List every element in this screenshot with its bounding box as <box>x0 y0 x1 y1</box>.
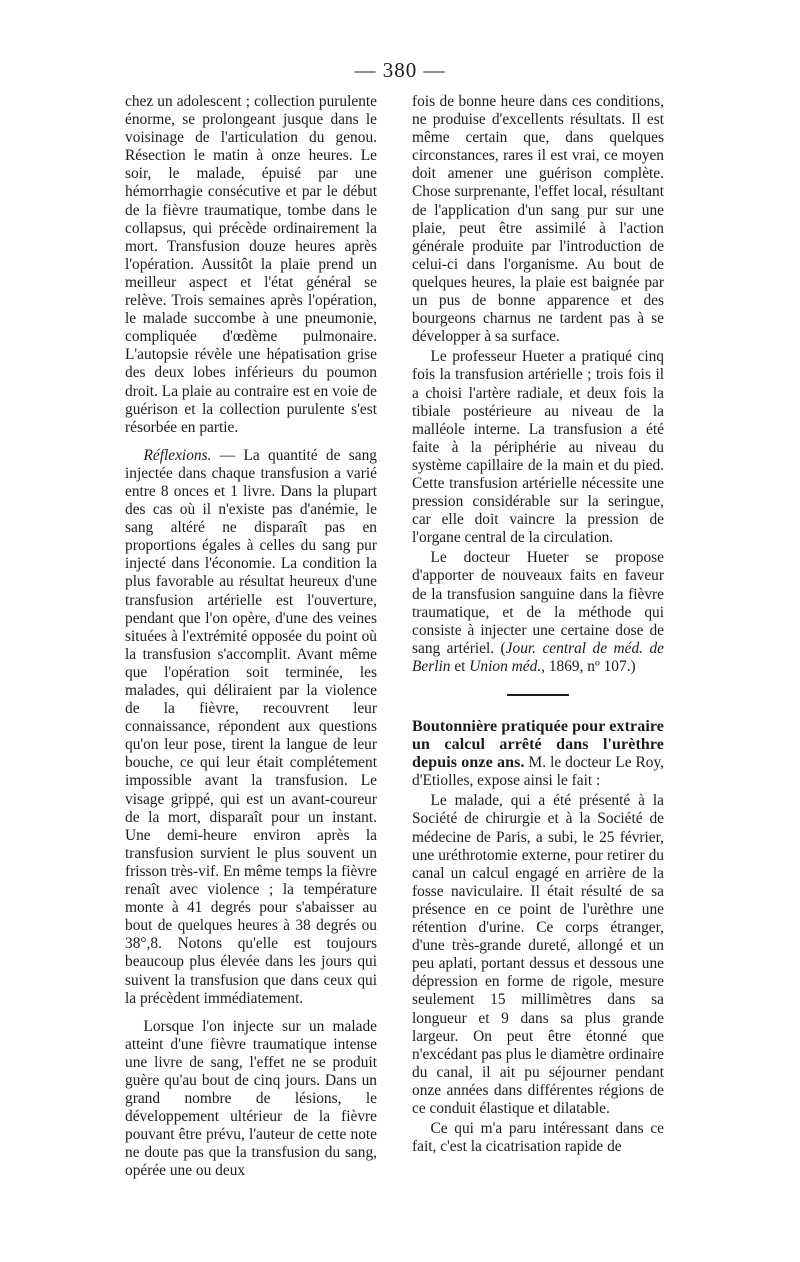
paragraph-continuation: fois de bonne heure dans ces conditions, ne produise d'excellents résultats. Il est même certain que, dans quelques circonstances, rares il est vrai, ce moyen doit amener une guérison complète. Chose surprenante, l'effet local, résultant de l'application d'un sang pur sur une plaie, peut être assimilé à l'action générale produite par l'introduction de celui-ci dans l'organisme. Au bout de quelques heures, la plaie est baignée par un pus de bonne apparence et des bourgeons charnus ne tardent pas à se développer à sa surface. <box>412 93 664 346</box>
reflexions-text: — La quantité de sang injectée dans chaque transfusion a varié entre 8 onces et 1 livre. Dans la plupart des cas où il n'existe pas d'anémie, le sang altéré ne disparaît pas en proportions égales à celles du sang pur injecté dans l'économie. La condition la plus favorable au résultat heureux d'une transfusion artérielle est l'ouverture, pendant que l'on opère, d'une des veines situées à l'extrémité opposée du point où la transfusion s'accomplit. Avant même que l'opération soit terminée, les malades, qui déliraient par la violence de la fièvre, recouvrent leur connaissance, répondent aux questions qu'on leur pose, tirent la langue de leur bouche, ce qui leur était complétement impossible avant la transfusion. Le visage grippé, qui est un avant-coureur de la mort, disparaît pour un instant. Une demi-heure environ après la transfusion survient le plus souvent un frisson très-vif. En même temps la fièvre renaît avec violence ; la température monte à 41 degrés pour s'abaisser au bout de quelques heures à 38 degrés ou 38°,8. Notons qu'elle est toujours beaucoup plus élevée dans les jours qui suivent la transfusion que dans ceux qui la précèdent immédiatement. <box>125 446 377 1007</box>
paragraph-reflexions <box>125 447 377 1008</box>
proposal-text: Le docteur Hueter se propose d'apporter de nouveaux faits en faveur de la transfusion sanguine dans la fièvre traumatique, et de la méthode qui consiste à injecter une certaine dose de sang artériel. ( <box>412 549 664 657</box>
citation-et: et <box>450 657 470 675</box>
citation-union: Union méd. <box>469 657 542 675</box>
article-intro: M. le docteur Le Roy, d'Etiolles, expose ainsi le fait : <box>412 754 665 790</box>
paragraph-case-report: chez un adolescent ; collection purulente énorme, se prolongeant jusque dans le voisinage de l'articulation du genou. Résection le matin à onze heures. Le soir, le malade, épuisé par une hémorrhagie consécutive et par le début de la fièvre traumatique, tombe dans le collapsus, qui précède ordinairement la mort. Transfusion douze heures après l'opération. Aussitôt la plaie prend un meilleur aspect et l'état général se relève. Trois semaines après l'opération, le malade succombe à une pneumonie, compliquée d'œdème pulmonaire. L'autopsie révèle une hépatisation grise des deux lobes inférieurs du poumon droit. La plaie au contraire est en voie de guérison et la collection purulente s'est résorbée en partie. <box>125 93 377 436</box>
page-number: — 380 — <box>354 58 446 82</box>
section-divider <box>507 694 569 696</box>
paragraph-injection: Lorsque l'on injecte sur un malade atteint d'une fièvre traumatique intense une livre de sang, l'effet ne se produit guère qu'au bout de cinq jours. Dans un grand nombre de lésions, le développement ultérieur de la fièvre pouvant être prévu, l'auteur de cette note ne doute pas que la transfusion du sang, opérée une ou deux <box>125 1017 377 1180</box>
paragraph-interest: Ce qui m'a paru intéressant dans ce fait, c'est la cicatrisation rapide de <box>412 1120 664 1156</box>
paragraph-hueter-proposal <box>412 549 664 676</box>
citation-journal: Jour. central de méd. de Berlin <box>412 639 664 675</box>
right-column <box>412 93 664 1156</box>
paragraph-patient: Le malade, qui a été présenté à la Société de chirurgie et à la Société de médecine de Paris, a subi, le 25 février, une uréthrotomie externe, pour retirer du canal un calcul engagé en arrière de la fosse naviculaire. Il était résulté de sa présence en ce point de l'urèthre une rétention d'urine. Ce corps étranger, d'une très-grande dureté, allongé et un peu aplati, portant dessus et dessous une dépression en forme de rigole, mesure seulement 15 millimètres dans sa longueur et 9 dans sa plus grande largeur. On peut être étonné que n'excédant pas plus le diamètre ordinaire du canal, il ait pu séjourner pendant onze années dans différentes régions de ce conduit élastique et dilatable. <box>412 792 664 1117</box>
paragraph-hueter-arterial: Le professeur Hueter a pratiqué cinq fois la transfusion artérielle ; trois fois il a choisi l'artère radiale, et deux fois la tibiale postérieure au niveau de la malléole interne. La transfusion a été faite à la périphérie au niveau du système capillaire de la main et du pied. Cette transfusion artérielle nécessite une pression considérable sur la seringue, car elle doit vaincre la pression de l'organe central de la circulation. <box>412 348 664 547</box>
left-column <box>125 93 377 1181</box>
reflexions-lead: Réflexions. <box>143 446 212 464</box>
article-headline: Boutonnière pratiquée pour extraire un calcul arrêté dans l'urèthre depuis onze ans. <box>412 718 664 772</box>
citation-end: , 1869, nº 107.) <box>541 657 636 675</box>
article-heading-paragraph <box>412 718 664 790</box>
